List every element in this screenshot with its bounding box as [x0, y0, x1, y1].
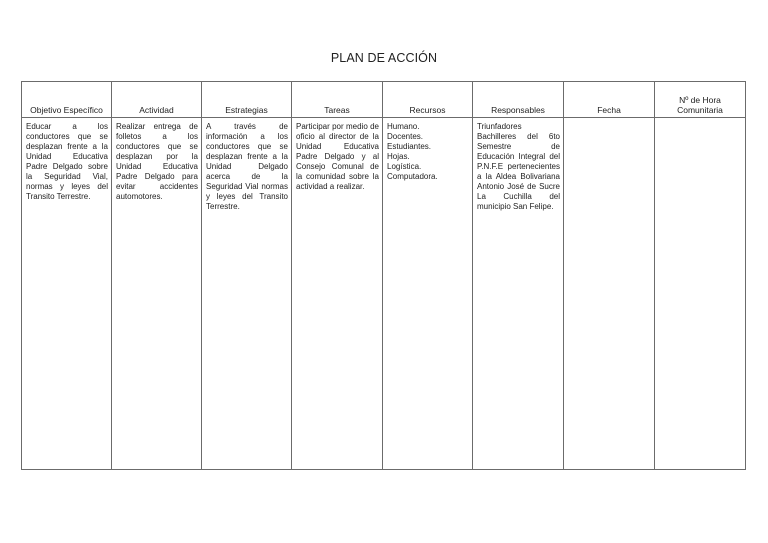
- header-actividad: Actividad: [112, 82, 202, 118]
- page-title: PLAN DE ACCIÓN: [330, 51, 438, 65]
- header-recursos: Recursos: [383, 82, 473, 118]
- table-row: [22, 118, 746, 470]
- cell-actividad: Realizar entrega de folletos a los conductores que se desplazan por la Unidad Educativa Padre Delgado para evitar accidentes automotores.: [112, 118, 202, 470]
- recurso-item: Estudiantes.: [387, 142, 432, 151]
- header-row: [22, 82, 746, 118]
- cell-estrategias: A través de información a los conductores que se desplazan frente a la Unidad Delgado acerca de la Seguridad Vial normas y leyes del Transito Terrestre.: [202, 118, 292, 470]
- header-objetivo: Objetivo Específico: [22, 82, 112, 118]
- cell-horas: [655, 118, 746, 470]
- recurso-item: Computadora.: [387, 172, 438, 181]
- cell-tareas: Participar por medio de oficio al director de la Unidad Educativa Padre Delgado y al Consejo Comunal de la comunidad sobre la actividad a realizar.: [292, 118, 383, 470]
- recurso-item: Humano.: [387, 122, 420, 131]
- header-estrategias: Estrategias: [202, 82, 292, 118]
- recurso-item: Hojas.: [387, 152, 410, 161]
- cell-fecha: [564, 118, 655, 470]
- header-tareas: Tareas: [292, 82, 383, 118]
- cell-objetivo: Educar a los conductores que se desplazan frente a la Unidad Educativa Padre Delgado sobre la Seguridad Vial, normas y leyes del Transito Terrestre.: [22, 118, 112, 470]
- action-plan-table: [21, 81, 746, 470]
- cell-responsables: Triunfadores Bachilleres del 6to Semestre de Educación Integral del P.N.F.E pertenecientes a la Aldea Bolivariana Antonio José de Sucre La Cuchilla del municipio San Felipe.: [473, 118, 564, 470]
- recurso-item: Logística.: [387, 162, 422, 171]
- header-fecha: Fecha: [564, 82, 655, 118]
- header-horas: Nº de Hora Comunitaria: [655, 82, 746, 118]
- cell-recursos: [383, 118, 473, 470]
- recurso-item: Docentes.: [387, 132, 424, 141]
- header-responsables: Responsables: [473, 82, 564, 118]
